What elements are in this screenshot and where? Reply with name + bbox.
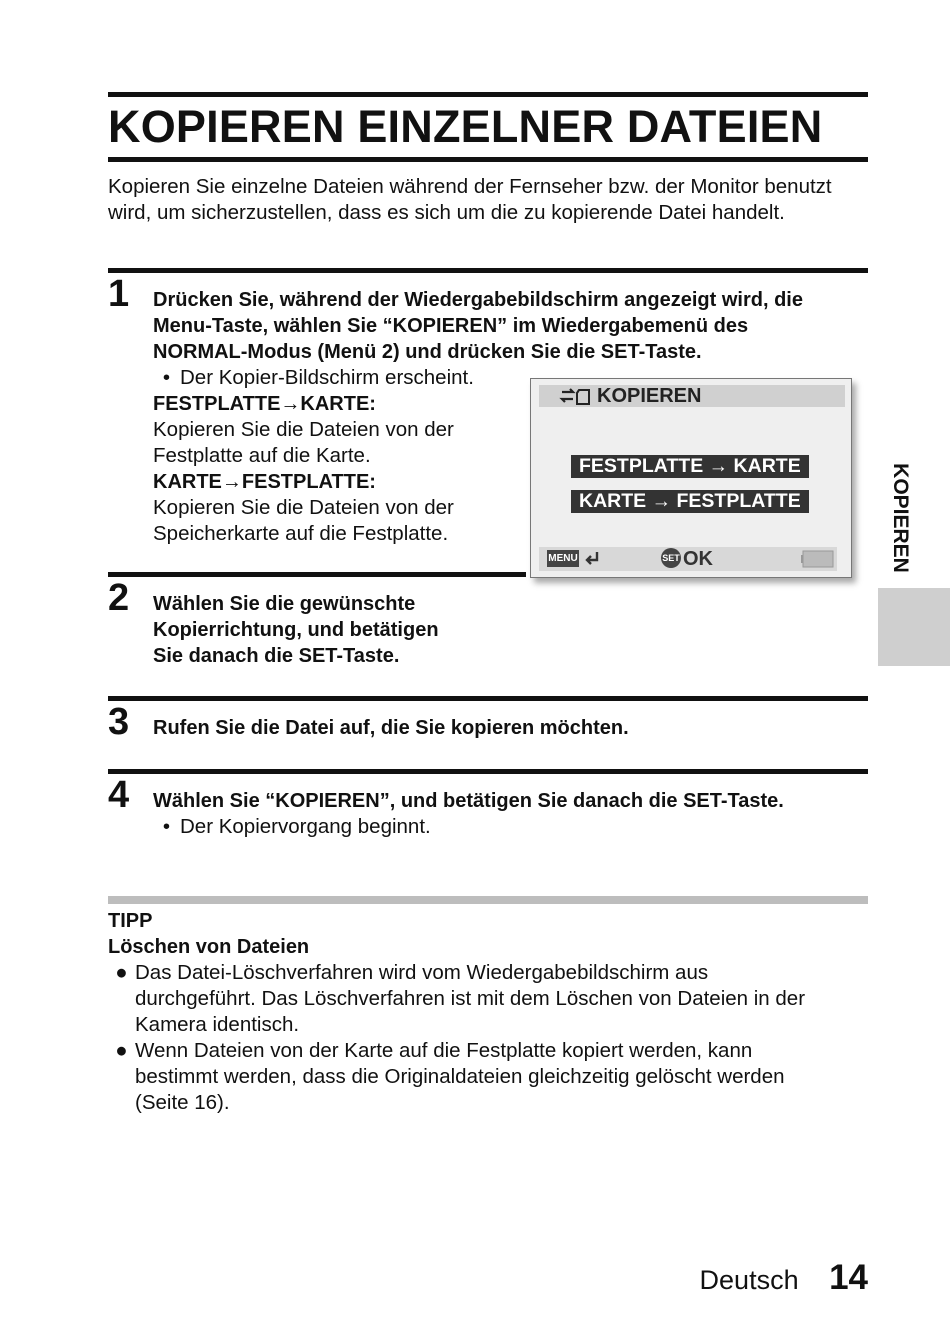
- camera-screen: [530, 378, 852, 578]
- footer: [700, 1258, 868, 1298]
- screen-option-harddisk-to-card[interactable]: FESTPLATTE → KARTE: [571, 455, 809, 478]
- step1-heading-line: NORMAL-Modus (Menü 2) und drücken Sie die SET-Taste.: [153, 341, 702, 363]
- screen-footer: [539, 547, 837, 571]
- tip-heading: Löschen von Dateien: [108, 936, 310, 958]
- step3-rule: [108, 696, 868, 701]
- step3-number: 3: [108, 701, 130, 743]
- bullet-dot-icon: •: [162, 815, 171, 838]
- tip-bullet-line: Wenn Dateien von der Karte auf die Festplatte kopiert werden, kann: [135, 1039, 753, 1062]
- step1-heading-line: Drücken Sie, während der Wiedergabebildschirm angezeigt wird, die: [153, 289, 803, 311]
- option2-desc-line: Kopieren Sie die Dateien von der: [153, 496, 454, 519]
- step2-heading-line: Kopierrichtung, und betätigen: [153, 619, 439, 641]
- step1-heading: [153, 287, 873, 365]
- step1-number: 1: [108, 273, 130, 315]
- ok-label: OK: [683, 548, 713, 570]
- tip-bullet-line: bestimmt werden, dass die Originaldateien gleichzeitig gelöscht werden: [135, 1065, 785, 1088]
- tip-bullet-line: durchgeführt. Das Löschverfahren ist mit dem Löschen von Dateien in der: [135, 987, 806, 1010]
- step1-bullet-text: Der Kopier-Bildschirm erscheint.: [180, 366, 474, 389]
- step1-details: [153, 365, 523, 547]
- title-rule-top: [108, 92, 868, 97]
- side-tab-text: KOPIEREN: [889, 463, 912, 573]
- tip-bullet: [108, 1038, 868, 1116]
- step2-rule: [108, 572, 526, 577]
- title-rule-bottom: [108, 157, 868, 162]
- menu-label: MENU: [548, 553, 578, 564]
- step4-content: [153, 788, 868, 840]
- bullet-dot-icon: ●: [115, 1039, 128, 1062]
- tip-bullet-line: (Seite 16).: [135, 1091, 230, 1114]
- battery-icon: [801, 549, 835, 569]
- bullet-dot-icon: •: [162, 366, 171, 389]
- step2-heading: [153, 591, 523, 669]
- tip-label: TIPP: [108, 910, 153, 932]
- tip-bullet-text: [135, 1038, 785, 1116]
- step2-heading-line: Sie danach die SET-Taste.: [153, 645, 400, 667]
- tip-bullet-line: Kamera identisch.: [135, 1013, 300, 1036]
- screen-title: KOPIEREN: [597, 385, 702, 407]
- step3-heading: Rufen Sie die Datei auf, die Sie kopieren möchten.: [153, 717, 629, 739]
- step2-heading-line: Wählen Sie die gewünschte: [153, 593, 416, 615]
- step4-number: 4: [108, 774, 130, 816]
- step2-number: 2: [108, 577, 130, 619]
- set-label: SET: [662, 553, 680, 563]
- tip-section: [108, 908, 868, 1116]
- side-tab-marker: [878, 588, 950, 666]
- step1-heading-line: Menu-Taste, wählen Sie “KOPIEREN” im Wiedergabemenü des: [153, 315, 749, 337]
- option1-label: FESTPLATTE→KARTE:: [153, 393, 376, 415]
- step4-heading: Wählen Sie “KOPIEREN”, und betätigen Sie danach die SET-Taste.: [153, 790, 784, 812]
- copy-icon: [559, 385, 599, 407]
- option1-desc-line: Kopieren Sie die Dateien von der: [153, 418, 454, 441]
- step1-bullet: [153, 365, 523, 391]
- step4-bullet-text: Der Kopiervorgang beginnt.: [180, 815, 431, 838]
- tip-rule: [108, 896, 868, 904]
- set-button-icon: [661, 548, 681, 568]
- screen-header: [539, 385, 845, 407]
- option2-desc-line: Speicherkarte auf die Festplatte.: [153, 522, 449, 545]
- bullet-dot-icon: ●: [115, 961, 128, 984]
- page-title: KOPIEREN EINZELNER DATEIEN: [108, 101, 823, 152]
- intro-paragraph: Kopieren Sie einzelne Dateien während der Fernseher bzw. der Monitor benutzt wird, um sicherzustellen, dass es sich um die zu kopierende Datei handelt.: [108, 175, 832, 224]
- screen-option-card-to-harddisk[interactable]: KARTE → FESTPLATTE: [571, 490, 809, 513]
- option1-desc-line: Festplatte auf die Karte.: [153, 444, 371, 467]
- tip-bullet: [108, 960, 868, 1038]
- page-number: 14: [829, 1258, 868, 1297]
- side-tab-label: [880, 448, 920, 588]
- step4-rule: [108, 769, 868, 774]
- return-icon: [583, 549, 603, 569]
- step4-bullet: [153, 814, 868, 840]
- step1-rule: [108, 268, 868, 273]
- menu-button-icon: [547, 550, 579, 567]
- option2-label: KARTE→FESTPLATTE:: [153, 471, 376, 493]
- tip-bullet-text: [135, 960, 805, 1038]
- footer-language: Deutsch: [699, 1265, 799, 1295]
- tip-bullet-line: Das Datei-Löschverfahren wird vom Wiedergabebildschirm aus: [135, 961, 709, 984]
